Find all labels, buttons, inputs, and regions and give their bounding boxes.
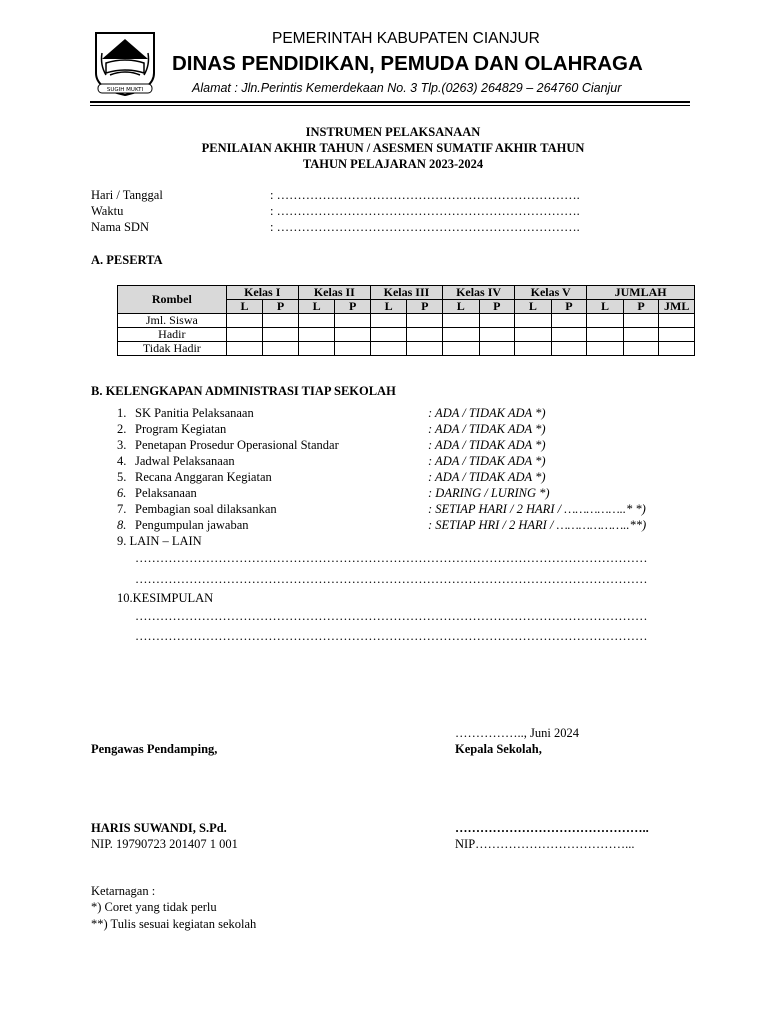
info-label-school: Nama SDN <box>91 220 149 234</box>
table-cell[interactable] <box>551 342 587 356</box>
note-2: **) Tulis sesuai kegiatan sekolah <box>91 917 257 931</box>
sub-header: P <box>263 300 299 314</box>
item-number: 1. <box>117 406 127 420</box>
sub-header: L <box>515 300 552 314</box>
table-cell[interactable] <box>263 342 299 356</box>
sub-header: P <box>623 300 659 314</box>
table-cell[interactable] <box>263 314 299 328</box>
table-cell[interactable] <box>298 328 335 342</box>
table-cell[interactable] <box>226 314 263 328</box>
table-cell[interactable] <box>623 342 659 356</box>
row-label: Jml. Siswa <box>118 314 227 328</box>
total-header: JUMLAH <box>587 286 695 300</box>
table-cell[interactable] <box>263 328 299 342</box>
table-cell[interactable] <box>551 314 587 328</box>
item-value: : SETIAP HARI / 2 HARI / ……………..* *) <box>428 502 646 516</box>
header-rule-thin <box>90 105 690 106</box>
rombel-header: Rombel <box>118 286 227 314</box>
notes-heading: Ketarnagan : <box>91 884 156 898</box>
item-label: Recana Anggaran Kegiatan <box>135 470 272 484</box>
header-rule-thick <box>90 101 690 103</box>
table-cell[interactable] <box>226 342 263 356</box>
class-header: Kelas II <box>298 286 370 300</box>
item-number: 6. <box>117 486 127 500</box>
fill-line[interactable]: …………………………………………………………………………………………………………… <box>135 572 648 586</box>
table-row <box>118 342 695 356</box>
item-value: : ADA / TIDAK ADA *) <box>428 406 546 420</box>
table-cell[interactable] <box>515 342 552 356</box>
address: Alamat : Jln.Perintis Kemerdekaan No. 3 Tlp.(0263) 264829 – 264760 Cianjur <box>192 81 622 95</box>
item-number: 2. <box>117 422 127 436</box>
table-cell[interactable] <box>335 342 371 356</box>
info-value-school: : ………………………………………………………………. <box>270 220 580 234</box>
item-value: : ADA / TIDAK ADA *) <box>428 454 546 468</box>
sub-header: L <box>298 300 335 314</box>
sub-header: L <box>226 300 263 314</box>
table-cell[interactable] <box>443 328 480 342</box>
table-row <box>118 328 695 342</box>
sub-header: L <box>370 300 407 314</box>
note-1: *) Coret yang tidak perlu <box>91 900 217 914</box>
item-label: Pembagian soal dilaksankan <box>135 502 277 516</box>
doc-title-2: PENILAIAN AKHIR TAHUN / ASESMEN SUMATIF AKHIR TAHUN <box>201 141 585 155</box>
fill-line[interactable]: …………………………………………………………………………………………………………… <box>135 609 648 623</box>
sub-header: P <box>335 300 371 314</box>
table-row <box>118 314 695 328</box>
item-label: Program Kegiatan <box>135 422 227 436</box>
item-label: Pengumpulan jawaban <box>135 518 249 532</box>
table-cell[interactable] <box>659 314 695 328</box>
sub-header: JML <box>659 300 695 314</box>
item-label: SK Panitia Pelaksanaan <box>135 406 254 420</box>
info-label-time: Waktu <box>91 204 124 218</box>
table-cell[interactable] <box>515 328 552 342</box>
row-label: Hadir <box>118 328 227 342</box>
regency-logo <box>92 29 158 97</box>
item-number: 3. <box>117 438 127 452</box>
table-cell[interactable] <box>298 342 335 356</box>
item-number: 5. <box>117 470 127 484</box>
item-value: : ADA / TIDAK ADA *) <box>428 438 546 452</box>
table-cell[interactable] <box>623 328 659 342</box>
table-cell[interactable] <box>587 314 624 328</box>
section-a-heading: A. PESERTA <box>91 253 163 267</box>
table-cell[interactable] <box>335 328 371 342</box>
info-value-time: : ………………………………………………………………. <box>270 204 580 218</box>
sub-header: P <box>407 300 443 314</box>
sign-date: …………….., Juni 2024 <box>455 726 579 740</box>
table-cell[interactable] <box>551 328 587 342</box>
row-label: Tidak Hadir <box>118 342 227 356</box>
table-cell[interactable] <box>587 328 624 342</box>
table-cell[interactable] <box>443 314 480 328</box>
table-cell[interactable] <box>659 342 695 356</box>
class-header: Kelas I <box>226 286 298 300</box>
table-cell[interactable] <box>659 328 695 342</box>
table-cell[interactable] <box>226 328 263 342</box>
doc-title-1: INSTRUMEN PELAKSANAAN <box>305 125 481 139</box>
sub-header: P <box>479 300 515 314</box>
class-header: Kelas IV <box>443 286 515 300</box>
item-number: 8. <box>117 518 127 532</box>
item-value: : DARING / LURING *) <box>428 486 550 500</box>
table-cell[interactable] <box>407 342 443 356</box>
sub-header: L <box>443 300 480 314</box>
table-cell[interactable] <box>407 314 443 328</box>
sub-header: L <box>587 300 624 314</box>
table-cell[interactable] <box>587 342 624 356</box>
class-header: Kelas V <box>515 286 587 300</box>
item-value: : ADA / TIDAK ADA *) <box>428 422 546 436</box>
table-cell[interactable] <box>479 314 515 328</box>
table-cell[interactable] <box>479 342 515 356</box>
class-header: Kelas III <box>370 286 442 300</box>
section-b-heading: B. KELENGKAPAN ADMINISTRASI TIAP SEKOLAH <box>91 384 396 398</box>
table-cell[interactable] <box>479 328 515 342</box>
gov-name: PEMERINTAH KABUPATEN CIANJUR <box>272 30 540 47</box>
dept-name: DINAS PENDIDIKAN, PEMUDA DAN OLAHRAGA <box>172 52 643 75</box>
table-cell[interactable] <box>623 314 659 328</box>
table-cell[interactable] <box>515 314 552 328</box>
item-number: 4. <box>117 454 127 468</box>
item-label: Jadwal Pelaksanaan <box>135 454 235 468</box>
kesimpulan-label: 10.KESIMPULAN <box>117 591 214 605</box>
supervisor-nip: NIP. 19790723 201407 1 001 <box>91 837 238 851</box>
table-cell[interactable] <box>443 342 480 356</box>
fill-line[interactable]: …………………………………………………………………………………………………………… <box>135 551 648 565</box>
info-value-date: : ………………………………………………………………. <box>270 188 580 202</box>
fill-line[interactable]: …………………………………………………………………………………………………………… <box>135 629 648 643</box>
info-label-date: Hari / Tanggal <box>91 188 163 202</box>
item-value: : SETIAP HRI / 2 HARI / ………………..**) <box>428 518 647 532</box>
participants-table <box>117 285 695 356</box>
table-cell[interactable] <box>407 328 443 342</box>
table-cell[interactable] <box>298 314 335 328</box>
table-cell[interactable] <box>370 342 407 356</box>
principal-nip: NIP………………………………... <box>455 837 635 851</box>
item-value: : ADA / TIDAK ADA *) <box>428 470 546 484</box>
logo-text: SUGIH MUKTI <box>106 87 144 93</box>
doc-title-3: TAHUN PELAJARAN 2023-2024 <box>302 157 484 171</box>
item-label: Penetapan Prosedur Operasional Standar <box>135 438 339 452</box>
lain-lain-label: 9. LAIN – LAIN <box>117 534 202 548</box>
item-number: 7. <box>117 502 127 516</box>
table-cell[interactable] <box>370 314 407 328</box>
item-label: Pelaksanaan <box>135 486 197 500</box>
principal-name: ……………………………………….. <box>455 821 649 835</box>
principal-title: Kepala Sekolah, <box>455 742 542 756</box>
table-cell[interactable] <box>370 328 407 342</box>
supervisor-name: HARIS SUWANDI, S.Pd. <box>91 821 227 835</box>
sub-header: P <box>551 300 587 314</box>
table-cell[interactable] <box>335 314 371 328</box>
supervisor-title: Pengawas Pendamping, <box>91 742 218 756</box>
